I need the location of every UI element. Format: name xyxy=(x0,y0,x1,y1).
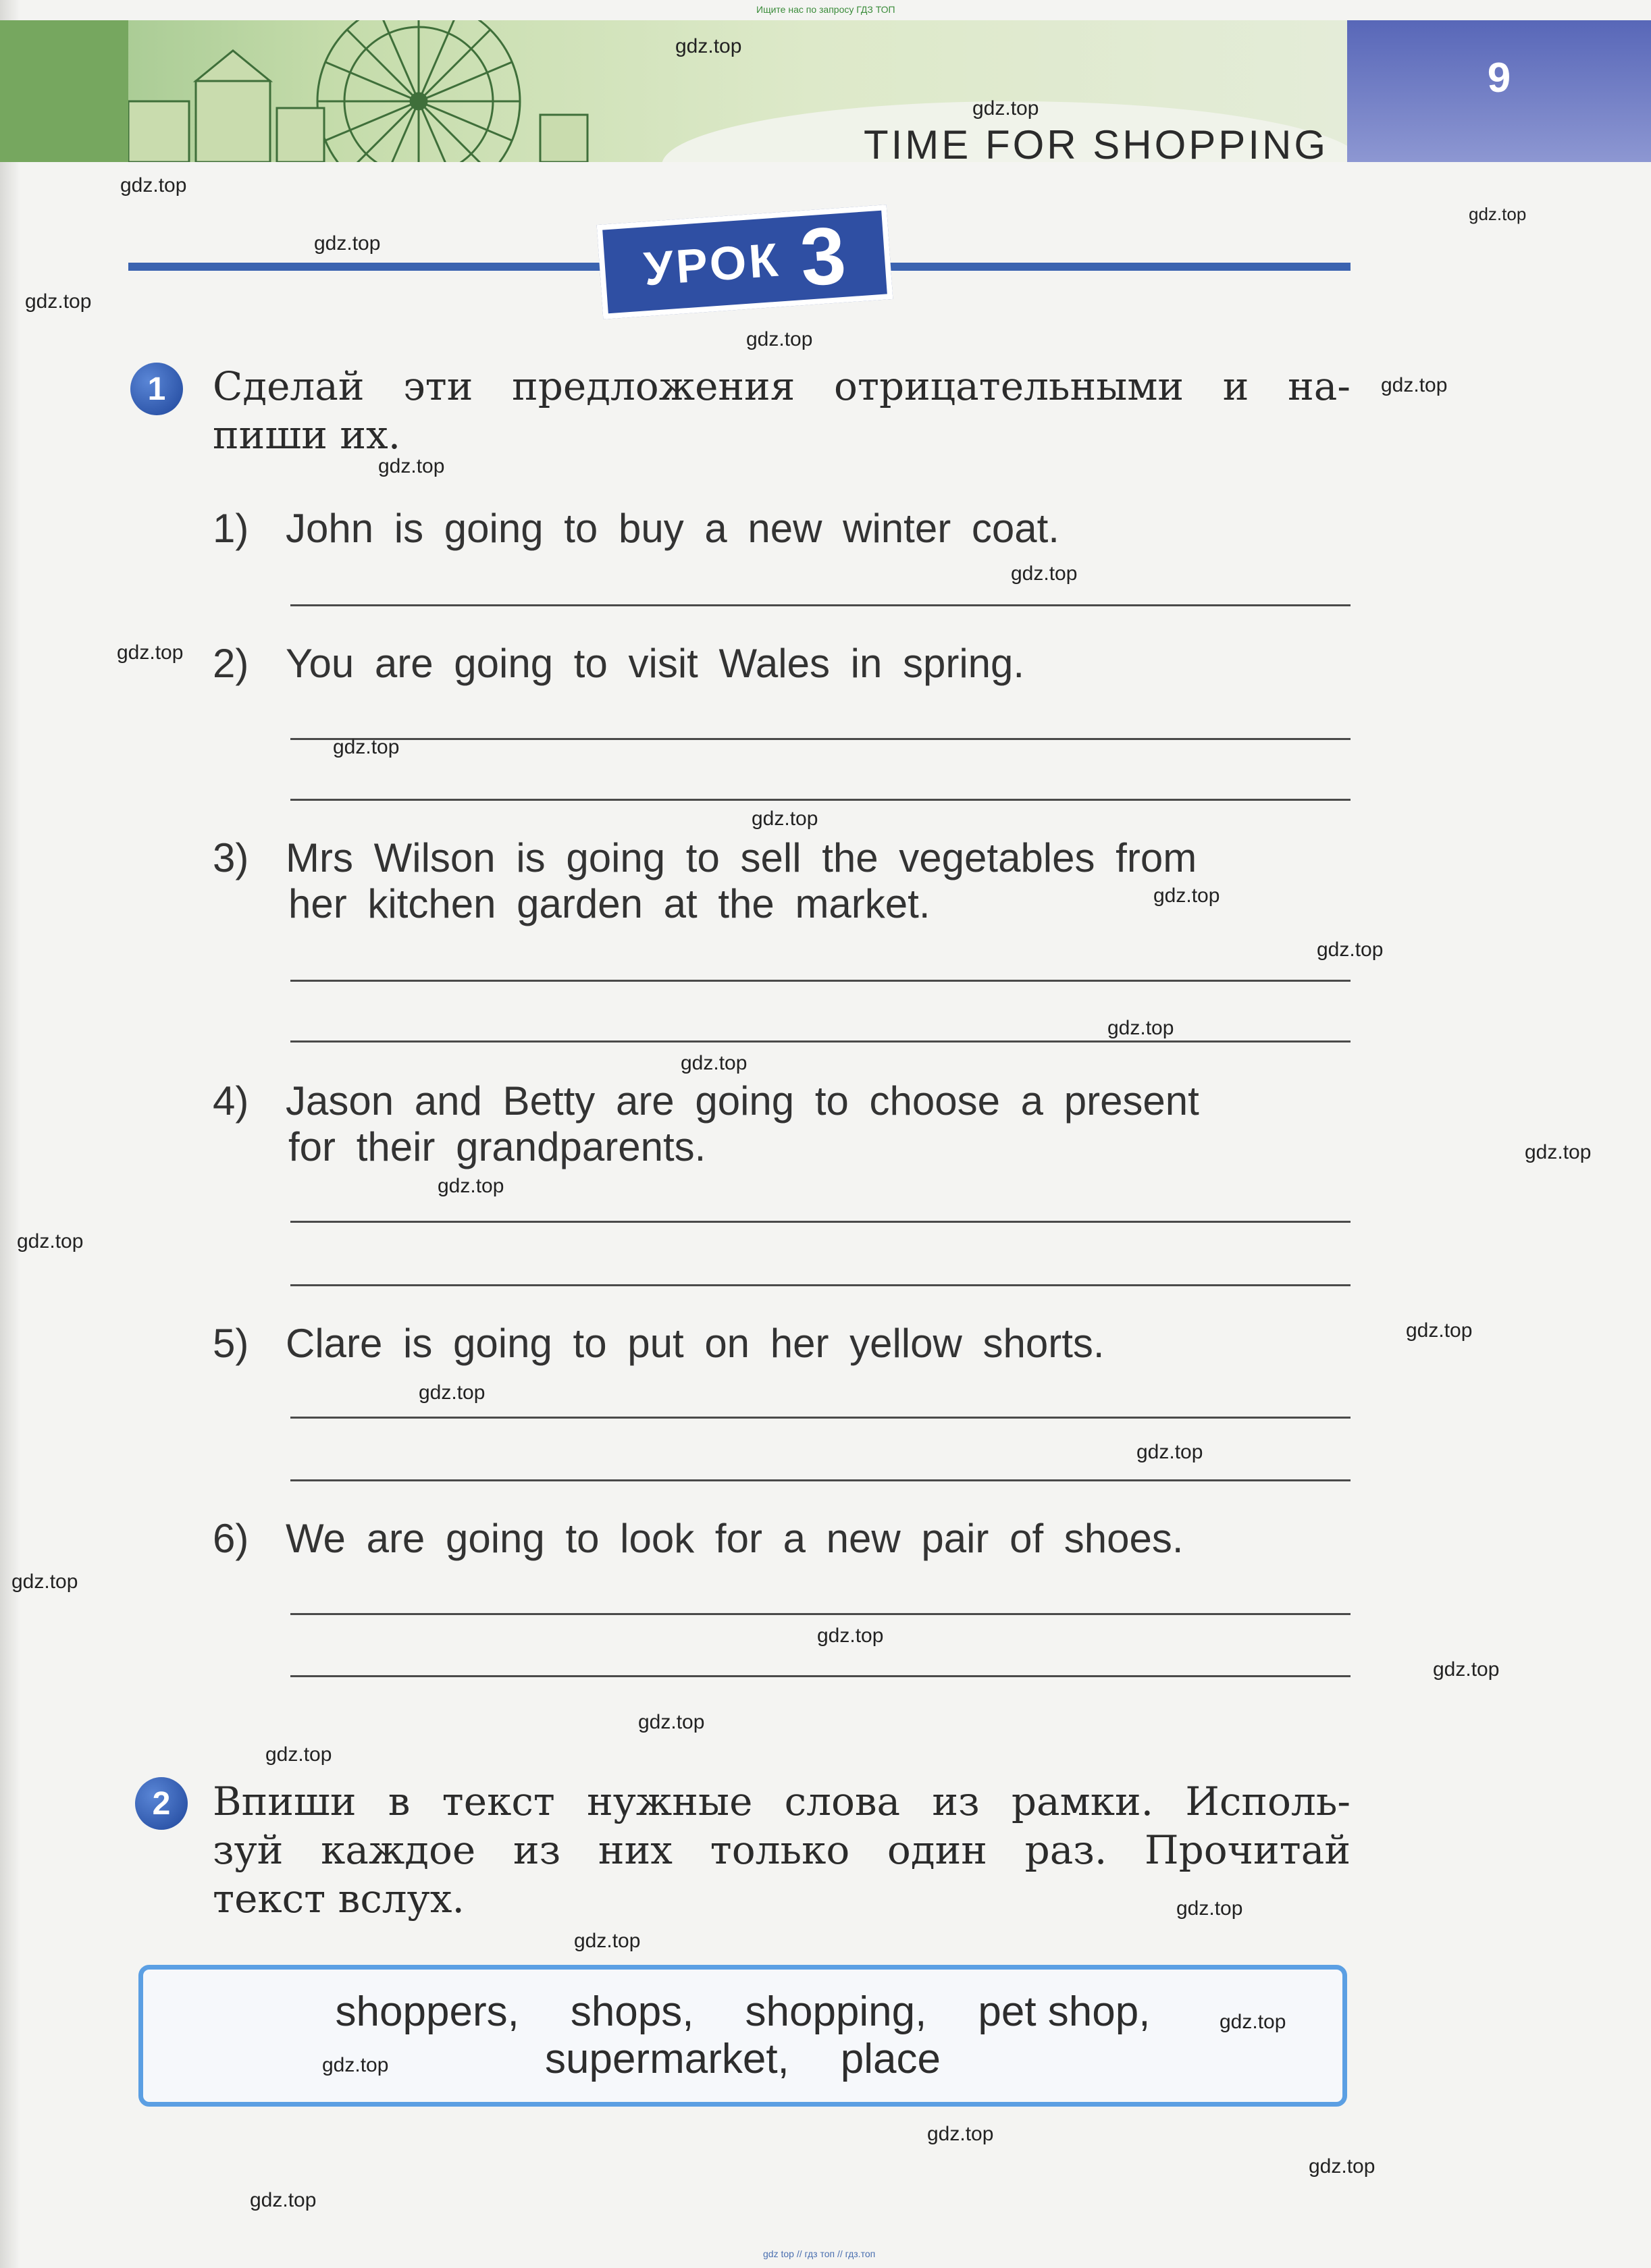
sentence-4 xyxy=(213,1078,1199,1124)
watermark: gdz.top xyxy=(1176,1897,1243,1920)
answer-line-3a[interactable] xyxy=(290,980,1351,982)
word-shoppers: shoppers, xyxy=(335,1988,519,2035)
watermark: gdz.top xyxy=(25,290,92,313)
answer-line-4b[interactable] xyxy=(290,1284,1351,1286)
sentence-number: 4) xyxy=(213,1078,249,1124)
word-shops: shops, xyxy=(570,1988,694,2035)
word-bank-row-2 xyxy=(545,2036,941,2083)
watermark: gdz.top xyxy=(265,1743,332,1766)
sentence-text: Clare is going to put on her yellow shorts. xyxy=(286,1321,1105,1366)
watermark: gdz.top xyxy=(419,1381,486,1404)
sentence-number: 5) xyxy=(213,1321,249,1366)
watermark: gdz.top xyxy=(333,736,400,758)
watermark: gdz.top xyxy=(681,1052,748,1074)
watermark: gdz.top xyxy=(1525,1141,1592,1163)
task-2-number: 2 xyxy=(135,1777,188,1830)
task-2-instruction-line3: текст вслух. xyxy=(213,1876,465,1922)
watermark: gdz.top xyxy=(1381,374,1448,396)
watermark: gdz.top xyxy=(1309,2155,1375,2178)
watermark: gdz.top xyxy=(11,1571,78,1593)
answer-line-6b[interactable] xyxy=(290,1675,1351,1677)
sentence-number: 1) xyxy=(213,506,249,551)
answer-line-5b[interactable] xyxy=(290,1479,1351,1481)
chapter-title: TIME FOR SHOPPING xyxy=(863,122,1328,167)
watermark: gdz.top xyxy=(1406,1319,1473,1342)
watermark: gdz.top xyxy=(638,1711,705,1733)
page-tab xyxy=(1347,20,1651,162)
sentence-6 xyxy=(213,1515,1184,1562)
watermark: gdz.top xyxy=(1220,2011,1286,2033)
sentence-number: 3) xyxy=(213,835,249,880)
watermark: gdz.top xyxy=(1107,1017,1174,1039)
answer-line-2b[interactable] xyxy=(290,799,1351,801)
answer-line-4a[interactable] xyxy=(290,1221,1351,1223)
watermark: gdz.top xyxy=(322,2054,389,2076)
task-1-number: 1 xyxy=(130,363,183,415)
watermark: gdz.top xyxy=(120,174,187,196)
lesson-label: УРОК xyxy=(642,233,783,296)
watermark: gdz.top xyxy=(675,35,742,57)
sentence-text: You are going to visit Wales in spring. xyxy=(286,641,1025,686)
watermark: gdz.top xyxy=(1469,204,1527,224)
lesson-badge xyxy=(597,205,893,319)
watermark: gdz.top xyxy=(574,1930,641,1952)
task-1-instruction-line1: Сделай эти предложения отрицательными и на- xyxy=(213,363,1351,409)
sentence-1 xyxy=(213,505,1059,552)
page-number: 9 xyxy=(1487,54,1511,101)
watermark: gdz.top xyxy=(1153,885,1220,907)
sentence-2 xyxy=(213,640,1024,687)
task-2-instruction-line1: Впиши в текст нужные слова из рамки. Исполь- xyxy=(213,1778,1351,1824)
watermark: gdz.top xyxy=(817,1625,884,1647)
word-bank-box xyxy=(138,1965,1347,2107)
answer-line-3b[interactable] xyxy=(290,1040,1351,1043)
answer-line-6a[interactable] xyxy=(290,1613,1351,1615)
watermark: gdz.top xyxy=(117,641,184,664)
word-shopping: shopping, xyxy=(745,1988,927,2035)
watermark: gdz.top xyxy=(250,2189,317,2211)
watermark: gdz.top xyxy=(1136,1441,1203,1463)
answer-line-2a[interactable] xyxy=(290,738,1351,740)
watermark: gdz.top xyxy=(17,1230,84,1252)
lesson-number: 3 xyxy=(797,209,849,304)
task-2-instruction-line2: зуй каждое из них только один раз. Прочитай xyxy=(213,1827,1351,1873)
sentence-3-continuation: her kitchen garden at the market. xyxy=(288,881,931,926)
bottom-note: gdz top // гдз топ // гдз.топ xyxy=(763,2248,876,2259)
sentence-3 xyxy=(213,835,1197,881)
top-note: Ищите нас по запросу ГДЗ ТОП xyxy=(756,4,895,15)
word-pet-shop: pet shop, xyxy=(978,1988,1151,2035)
header-green-strip xyxy=(0,20,128,162)
answer-line-5a[interactable] xyxy=(290,1417,1351,1419)
sentence-text: John is going to buy a new winter coat. xyxy=(286,506,1059,551)
watermark: gdz.top xyxy=(438,1175,504,1197)
watermark: gdz.top xyxy=(378,455,445,477)
watermark: gdz.top xyxy=(746,328,813,350)
sentence-number: 2) xyxy=(213,641,249,686)
answer-line-1[interactable] xyxy=(290,604,1351,606)
sentence-number: 6) xyxy=(213,1516,249,1561)
word-supermarket: supermarket, xyxy=(544,2036,789,2082)
watermark: gdz.top xyxy=(1433,1658,1500,1681)
sentence-text: We are going to look for a new pair of shoes. xyxy=(286,1516,1184,1561)
watermark: gdz.top xyxy=(752,808,818,830)
word-place: place xyxy=(840,2036,941,2082)
watermark: gdz.top xyxy=(972,97,1039,120)
word-bank-row-1 xyxy=(336,1988,1151,2036)
sentence-text: Jason and Betty are going to choose a present xyxy=(286,1078,1199,1124)
watermark: gdz.top xyxy=(314,232,381,255)
sentence-4-continuation: for their grandparents. xyxy=(288,1124,706,1169)
sentence-5 xyxy=(213,1320,1105,1367)
watermark: gdz.top xyxy=(1317,939,1384,961)
sentence-text: Mrs Wilson is going to sell the vegetables from xyxy=(286,835,1197,880)
page-binding-shadow xyxy=(0,0,20,2268)
task-1-instruction-line2: пиши их. xyxy=(213,412,401,458)
watermark: gdz.top xyxy=(1011,562,1078,585)
watermark: gdz.top xyxy=(927,2123,994,2145)
